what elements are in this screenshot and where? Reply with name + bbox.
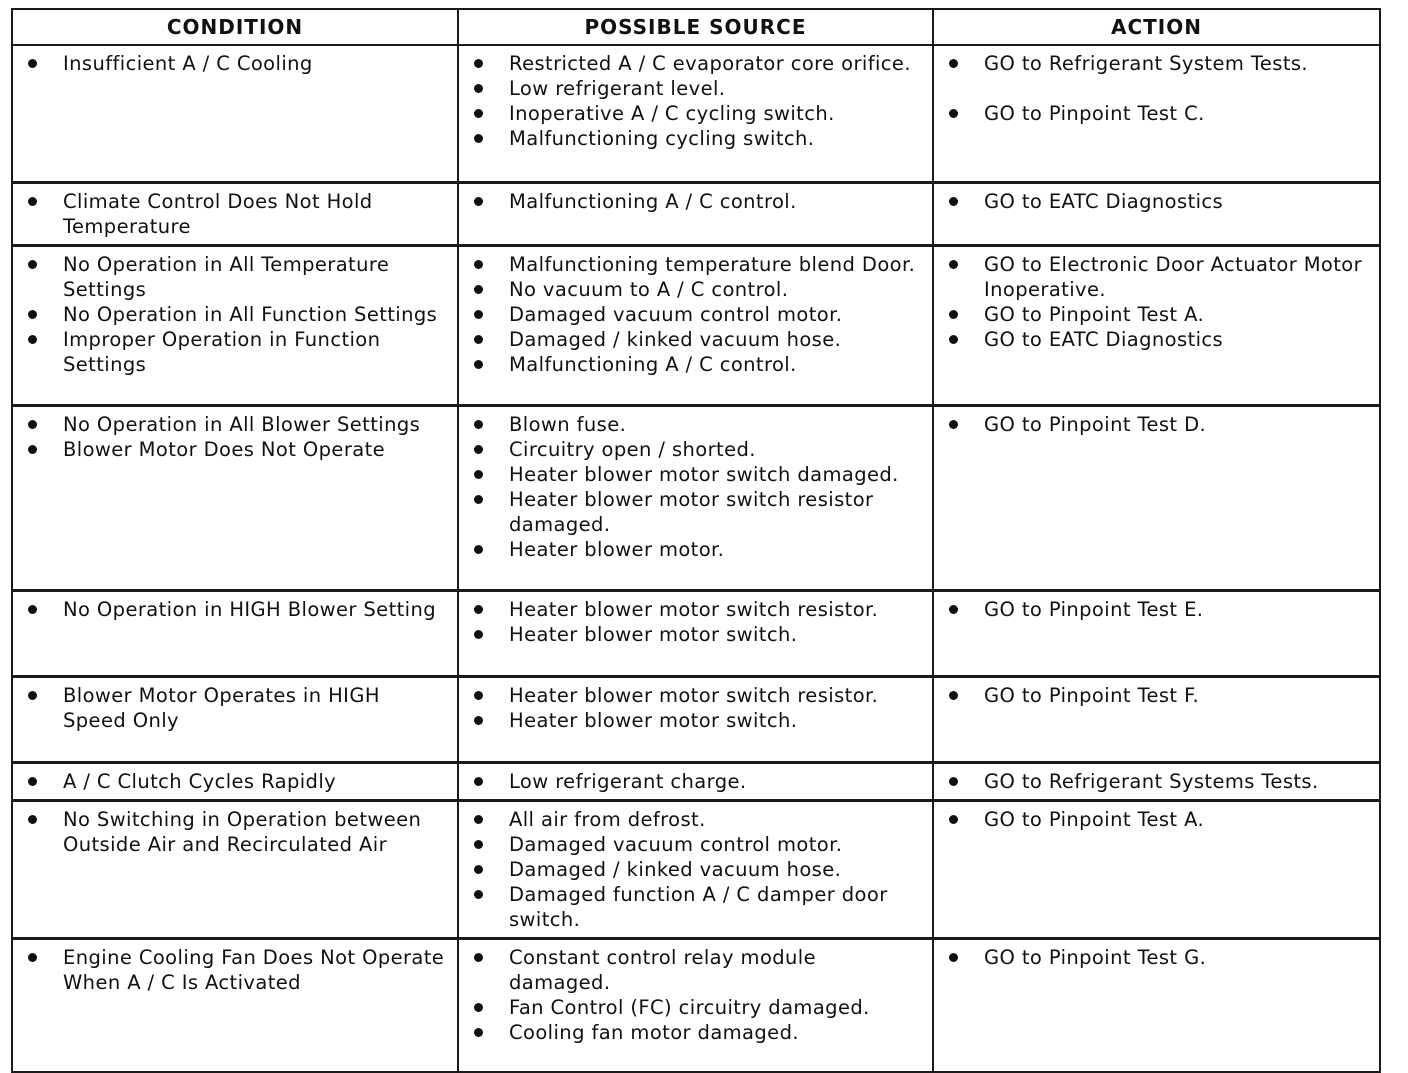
- condition-item: No Operation in All Function Settings: [23, 302, 449, 327]
- table-row: [12, 245, 1380, 405]
- source-item: Malfunctioning cycling switch.: [469, 126, 924, 151]
- source-item: Damaged function A / C damper door switch.: [469, 882, 924, 932]
- action-cell: [933, 762, 1380, 800]
- condition-item: A / C Clutch Cycles Rapidly: [23, 769, 449, 794]
- source-item: All air from defrost.: [469, 807, 924, 832]
- source-cell: [458, 245, 933, 405]
- source-item: Damaged / kinked vacuum hose.: [469, 857, 924, 882]
- condition-item: No Operation in All Blower Settings: [23, 412, 449, 437]
- source-cell: [458, 405, 933, 590]
- condition-cell: [12, 590, 458, 676]
- action-item: GO to Refrigerant Systems Tests.: [944, 769, 1371, 794]
- condition-item: Blower Motor Operates in HIGH Speed Only: [23, 683, 449, 733]
- source-item: Heater blower motor switch damaged.: [469, 462, 924, 487]
- source-item: Heater blower motor switch resistor.: [469, 597, 924, 622]
- condition-cell: [12, 45, 458, 182]
- source-cell: [458, 45, 933, 182]
- source-item: Fan Control (FC) circuitry damaged.: [469, 995, 924, 1020]
- source-item: Blown fuse.: [469, 412, 924, 437]
- action-item: GO to Electronic Door Actuator Motor Inoperative.: [944, 252, 1371, 302]
- action-cell: [933, 590, 1380, 676]
- condition-item: Blower Motor Does Not Operate: [23, 437, 449, 462]
- source-item: Heater blower motor.: [469, 537, 924, 562]
- action-item: GO to Pinpoint Test G.: [944, 945, 1371, 970]
- source-item: Heater blower motor switch.: [469, 622, 924, 647]
- table-row: [12, 800, 1380, 938]
- table-row: [12, 762, 1380, 800]
- action-cell: [933, 45, 1380, 182]
- condition-item: Engine Cooling Fan Does Not Operate When A / C Is Activated: [23, 945, 449, 995]
- condition-cell: [12, 676, 458, 762]
- source-cell: [458, 182, 933, 245]
- condition-cell: [12, 245, 458, 405]
- header-row: [12, 9, 1380, 45]
- source-item: Malfunctioning A / C control.: [469, 189, 924, 214]
- source-item: Damaged / kinked vacuum hose.: [469, 327, 924, 352]
- source-cell: [458, 762, 933, 800]
- action-item: GO to EATC Diagnostics: [944, 327, 1371, 352]
- table-row: [12, 938, 1380, 1072]
- source-item: Inoperative A / C cycling switch.: [469, 101, 924, 126]
- header-condition: CONDITION: [12, 9, 458, 45]
- condition-item: Improper Operation in Function Settings: [23, 327, 449, 377]
- condition-cell: [12, 182, 458, 245]
- table-row: [12, 405, 1380, 590]
- action-item: GO to Pinpoint Test C.: [944, 101, 1371, 126]
- source-item: Circuitry open / shorted.: [469, 437, 924, 462]
- diagnosis-table: [11, 8, 1381, 1073]
- header-action: ACTION: [933, 9, 1380, 45]
- source-item: Restricted A / C evaporator core orifice.: [469, 51, 924, 76]
- condition-item: Climate Control Does Not Hold Temperature: [23, 189, 449, 239]
- source-cell: [458, 676, 933, 762]
- source-item: Low refrigerant level.: [469, 76, 924, 101]
- source-item: Malfunctioning temperature blend Door.: [469, 252, 924, 277]
- table-row: [12, 676, 1380, 762]
- source-cell: [458, 800, 933, 938]
- action-cell: [933, 938, 1380, 1072]
- source-item: No vacuum to A / C control.: [469, 277, 924, 302]
- action-cell: [933, 182, 1380, 245]
- action-item: GO to Pinpoint Test F.: [944, 683, 1371, 708]
- condition-item: No Switching in Operation between Outside Air and Recirculated Air: [23, 807, 449, 857]
- source-item: Damaged vacuum control motor.: [469, 832, 924, 857]
- action-cell: [933, 245, 1380, 405]
- action-cell: [933, 405, 1380, 590]
- table-row: [12, 45, 1380, 182]
- action-item: GO to Pinpoint Test A.: [944, 807, 1371, 832]
- condition-cell: [12, 938, 458, 1072]
- source-item: Heater blower motor switch.: [469, 708, 924, 733]
- table-row: [12, 590, 1380, 676]
- source-item: Heater blower motor switch resistor.: [469, 683, 924, 708]
- condition-item: No Operation in All Temperature Settings: [23, 252, 449, 302]
- source-cell: [458, 590, 933, 676]
- condition-cell: [12, 405, 458, 590]
- condition-item: Insufficient A / C Cooling: [23, 51, 449, 76]
- source-item: Cooling fan motor damaged.: [469, 1020, 924, 1045]
- table-row: [12, 182, 1380, 245]
- source-item: Damaged vacuum control motor.: [469, 302, 924, 327]
- action-item: GO to Refrigerant System Tests.: [944, 51, 1371, 76]
- condition-cell: [12, 762, 458, 800]
- action-cell: [933, 676, 1380, 762]
- action-cell: [933, 800, 1380, 938]
- condition-cell: [12, 800, 458, 938]
- action-item: GO to Pinpoint Test E.: [944, 597, 1371, 622]
- source-item: Heater blower motor switch resistor damaged.: [469, 487, 924, 537]
- action-item: GO to Pinpoint Test D.: [944, 412, 1371, 437]
- source-cell: [458, 938, 933, 1072]
- header-possible-source: POSSIBLE SOURCE: [458, 9, 933, 45]
- source-item: Low refrigerant charge.: [469, 769, 924, 794]
- action-item: GO to EATC Diagnostics: [944, 189, 1371, 214]
- action-item: GO to Pinpoint Test A.: [944, 302, 1371, 327]
- source-item: Constant control relay module damaged.: [469, 945, 924, 995]
- source-item: Malfunctioning A / C control.: [469, 352, 924, 377]
- condition-item: No Operation in HIGH Blower Setting: [23, 597, 449, 622]
